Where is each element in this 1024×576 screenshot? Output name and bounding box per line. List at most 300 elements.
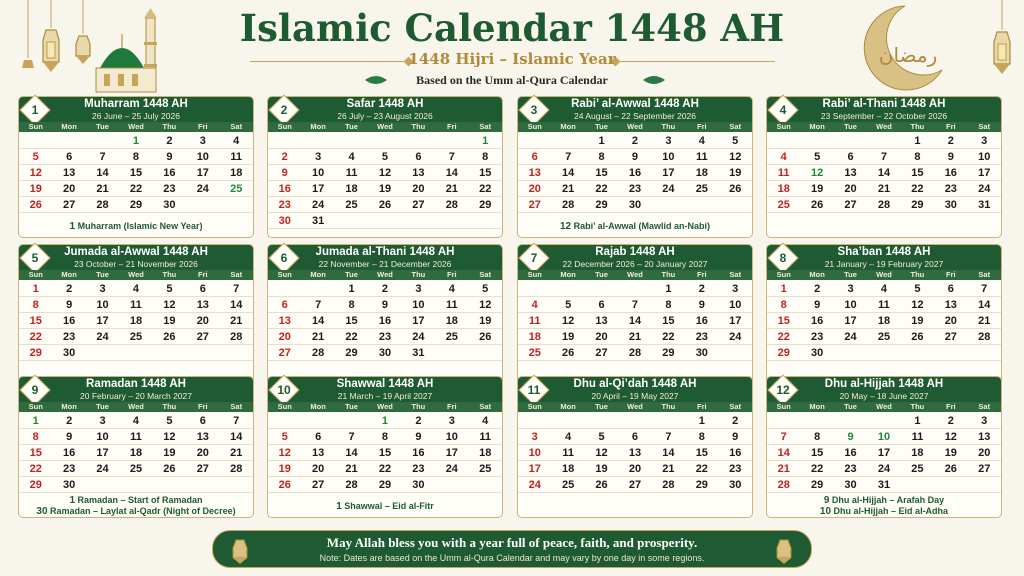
weekday-header [767,122,1001,132]
day-cell [402,213,435,228]
day-cell: 24 [412,331,425,343]
weekday-label: Sat [978,122,991,131]
day-cell: 30 [163,199,176,211]
day-cell: 21 [312,331,325,343]
day-cell: 17 [528,463,541,475]
day-cell: 5 [166,415,173,427]
day-cell: 26 [944,463,957,475]
day-cell: 28 [777,479,790,491]
day-cell: 16 [278,183,291,195]
day-cell: 3 [415,283,422,295]
day-cell [618,413,651,428]
day-cell: 7 [233,415,240,427]
week-row [268,429,502,445]
day-cell: 5 [598,431,605,443]
day-cell: 16 [811,315,824,327]
week-row [19,429,253,445]
day-cell: 25 [695,183,708,195]
day-cell: 28 [96,199,109,211]
day-cell: 12 [911,299,924,311]
day-cell: 22 [378,463,392,475]
day-cell: 15 [911,167,924,179]
month-card [517,376,753,518]
weekday-header [518,122,752,132]
weekday-label: Mon [809,122,825,131]
weekday-label: Thu [162,402,177,411]
day-cell: 29 [479,199,492,211]
day-cell: 22 [479,183,492,195]
day-cell: 20 [196,315,209,327]
day-cell: 24 [844,331,857,343]
day-cell [368,133,401,148]
day-cell: 21 [230,315,243,327]
day-cell: 11 [528,315,541,327]
day-cell: 26 [29,199,42,211]
day-cell: 16 [944,167,957,179]
day-cell: 16 [695,315,708,327]
day-cell: 24 [877,463,891,475]
day-cell: 9 [947,151,954,163]
month-header [268,97,502,122]
day-cell: 17 [412,315,425,327]
day-cell [186,477,219,492]
weekday-label: Tue [345,402,358,411]
day-cell: 28 [978,331,991,343]
weekday-label: Wed [627,270,643,279]
day-cell: 21 [96,183,109,195]
day-cell: 12 [163,431,176,443]
day-cell: 1 [381,415,389,427]
day-grid [767,281,1001,361]
weekday-label: Mon [61,122,77,131]
week-row [19,345,253,361]
month-card [267,244,503,386]
day-cell: 29 [29,347,42,359]
day-cell: 20 [528,183,541,195]
day-cell: 25 [129,331,143,343]
weekday-label: Mon [310,402,326,411]
day-cell: 24 [978,183,991,195]
month-header [268,377,502,402]
weekday-label: Wed [128,402,144,411]
day-cell: 7 [665,431,672,443]
holiday-notes [19,221,253,232]
day-cell [767,413,800,428]
holiday-notes [19,495,253,517]
month-range: 20 May – 18 June 2027 [839,391,929,401]
week-row [268,197,502,213]
month-name: Safar 1448 AH [346,98,424,110]
weekday-header [268,402,502,412]
week-row [19,329,253,345]
day-cell: 11 [777,167,790,179]
week-row [268,281,502,297]
day-cell [867,345,900,360]
day-cell: 20 [944,315,957,327]
day-cell: 8 [381,431,389,443]
day-cell: 9 [415,431,422,443]
holiday-day: 10 [819,506,832,517]
day-cell: 22 [695,463,708,475]
week-row [19,133,253,149]
day-cell: 27 [412,199,425,211]
day-cell: 10 [196,151,209,163]
day-cell: 14 [312,315,325,327]
day-cell: 30 [63,479,76,491]
day-cell: 28 [662,479,675,491]
day-cell: 2 [66,415,73,427]
day-cell: 31 [312,215,325,227]
day-cell: 26 [163,331,176,343]
ramadan-calligraphy: رمضان [878,43,938,67]
weekday-label: Sun [776,402,791,411]
month-number: 12 [776,383,790,397]
weekday-header [268,122,502,132]
week-row [767,313,1001,329]
day-cell: 25 [230,183,243,195]
day-cell: 29 [345,347,358,359]
holiday-text: Shawwal – Eid al-Fitr [341,501,434,511]
day-cell: 6 [66,151,73,163]
day-cell [618,281,651,296]
week-row [518,461,752,477]
day-cell: 4 [448,283,455,295]
month-name: Jumada al-Awwal 1448 AH [64,246,208,258]
day-cell: 4 [348,151,355,163]
day-cell: 19 [911,315,924,327]
day-cell: 25 [877,331,891,343]
day-cell: 7 [315,299,322,311]
weekday-label: Fri [697,402,707,411]
day-cell: 5 [914,283,921,295]
month-card [517,244,753,386]
day-cell: 10 [312,167,325,179]
day-cell: 13 [628,447,642,459]
day-cell [220,477,253,492]
weekday-header [19,402,253,412]
day-cell: 5 [32,151,39,163]
day-cell: 8 [598,151,605,163]
holiday-note [19,495,253,506]
day-cell: 1 [698,415,705,427]
month-range: 24 August – 22 September 2026 [574,111,696,121]
day-cell: 9 [732,431,739,443]
day-cell [469,345,502,360]
day-cell: 19 [163,447,176,459]
day-cell: 29 [695,479,708,491]
day-cell: 28 [230,331,243,343]
weekday-label: Sun [277,270,292,279]
day-cell [719,345,752,360]
month-header [767,97,1001,122]
day-cell: 22 [777,331,790,343]
weekday-label: Sun [28,122,43,131]
day-cell: 21 [230,447,243,459]
weekday-label: Mon [809,402,825,411]
day-cell: 3 [448,415,455,427]
crescent-moon-icon [850,4,950,92]
weekday-label: Wed [377,402,393,411]
day-cell: 23 [278,199,291,211]
week-row [767,297,1001,313]
week-row [19,197,253,213]
week-row [518,313,752,329]
weekday-label: Wed [627,122,643,131]
weekday-label: Tue [96,402,109,411]
day-cell: 4 [565,431,572,443]
day-cell: 16 [378,315,392,327]
day-cell: 23 [628,183,642,195]
day-cell: 17 [662,167,675,179]
day-cell: 7 [565,151,572,163]
day-cell [518,413,551,428]
day-cell: 26 [595,479,608,491]
day-cell [368,213,401,228]
day-cell: 15 [595,167,608,179]
day-cell: 11 [130,299,142,311]
day-cell [268,133,301,148]
day-cell: 3 [665,135,672,147]
day-cell: 19 [479,315,492,327]
month-card [766,376,1002,518]
day-cell: 29 [595,199,608,211]
day-cell [301,133,334,148]
day-cell: 16 [628,167,642,179]
weekday-label: Sun [527,122,542,131]
week-row [767,181,1001,197]
day-cell: 7 [631,299,639,311]
day-cell: 3 [981,135,988,147]
day-cell: 15 [378,447,392,459]
day-cell: 13 [844,167,857,179]
day-cell: 24 [445,463,458,475]
day-cell: 12 [479,299,492,311]
weekday-label: Wed [627,402,643,411]
day-cell: 6 [415,151,422,163]
day-cell: 15 [811,447,824,459]
day-cell: 18 [528,331,541,343]
day-cell: 14 [230,431,243,443]
day-cell: 25 [911,463,924,475]
day-cell: 15 [129,167,143,179]
day-cell: 9 [381,299,389,311]
day-cell: 19 [944,447,957,459]
weekday-label: Thu [910,270,925,279]
day-cell: 17 [96,315,109,327]
month-number: 4 [779,103,787,117]
day-cell: 2 [166,135,173,147]
day-cell: 27 [844,199,857,211]
day-cell: 31 [978,199,991,211]
day-cell: 31 [412,347,425,359]
day-cell: 3 [99,415,106,427]
day-grid [518,281,752,361]
day-cell: 3 [531,431,538,443]
day-cell: 12 [29,167,42,179]
week-row [268,329,502,345]
calendar-basis: Based on the Umm al-Qura Calendar [416,73,608,87]
lantern-icon [776,536,792,564]
month-header [518,245,752,270]
day-cell: 6 [281,299,288,311]
day-cell: 21 [628,331,642,343]
holiday-text: Ramadan – Start of Ramadan [75,495,203,505]
day-cell: 25 [479,463,492,475]
day-cell: 16 [844,447,857,459]
month-number: 2 [280,103,288,117]
day-cell: 27 [278,347,291,359]
day-cell: 2 [381,283,389,295]
day-cell: 26 [163,463,176,475]
month-name: Dhu al-Hijjah 1448 AH [824,378,944,390]
day-cell [767,133,800,148]
day-cell [585,413,618,428]
day-cell: 8 [914,151,921,163]
day-cell: 6 [199,283,206,295]
day-cell: 23 [729,463,742,475]
day-cell: 7 [448,151,455,163]
day-cell: 22 [129,183,143,195]
weekday-label: Fri [198,402,208,411]
day-cell: 2 [66,283,73,295]
holiday-text: Muharram (Islamic New Year) [75,221,203,231]
week-row [518,281,752,297]
day-cell: 29 [378,479,392,491]
day-cell: 20 [844,183,857,195]
day-cell: 1 [780,283,787,295]
day-cell: 26 [729,183,742,195]
weekday-label: Wed [128,122,144,131]
month-range: 26 July – 23 August 2026 [337,111,433,121]
day-cell: 14 [345,447,358,459]
day-cell: 7 [981,283,988,295]
day-cell: 6 [847,151,854,163]
day-cell: 30 [729,479,742,491]
month-number: 8 [779,251,787,265]
day-cell: 15 [777,315,790,327]
day-cell: 14 [777,447,790,459]
day-cell: 29 [777,347,790,359]
day-cell [685,197,718,212]
day-cell: 9 [814,299,821,311]
weekday-label: Sun [277,122,292,131]
weekday-label: Mon [809,270,825,279]
day-cell: 29 [662,347,675,359]
holiday-text: Ramadan – Laylat al-Qadr (Night of Decree) [47,506,236,516]
day-cell: 30 [278,215,291,227]
day-cell: 18 [445,315,458,327]
day-cell: 13 [978,431,991,443]
holiday-notes [518,221,752,232]
week-row [19,313,253,329]
weekday-label: Sat [978,270,991,279]
weekday-label: Mon [310,122,326,131]
day-cell [186,345,219,360]
month-range: 23 October – 21 November 2026 [74,259,198,269]
day-cell: 19 [595,463,608,475]
day-cell: 9 [631,151,639,163]
day-grid [767,413,1001,493]
month-header [767,377,1001,402]
weekday-label: Thu [661,122,676,131]
day-cell: 10 [877,431,891,443]
day-cell [435,477,468,492]
week-row [767,429,1001,445]
weekday-label: Sat [479,122,492,131]
day-cell: 21 [978,315,991,327]
month-card [267,376,503,518]
day-cell: 20 [196,447,209,459]
day-cell: 1 [598,135,605,147]
day-cell: 10 [445,431,458,443]
day-cell: 7 [99,151,106,163]
day-cell: 27 [595,347,608,359]
day-grid [19,413,253,493]
weekday-label: Tue [595,270,608,279]
day-cell: 2 [732,415,739,427]
day-cell: 11 [345,167,358,179]
day-cell: 19 [29,183,42,195]
weekday-label: Sat [729,270,742,279]
day-cell: 21 [562,183,575,195]
day-cell: 23 [412,463,425,475]
weekday-label: Thu [162,122,177,131]
day-cell [585,281,618,296]
day-cell: 7 [233,283,240,295]
holiday-notes [767,495,1001,517]
day-cell: 9 [66,299,73,311]
day-cell: 14 [877,167,891,179]
day-cell [469,213,502,228]
weekday-label: Thu [910,402,925,411]
day-cell: 11 [562,447,574,459]
day-cell: 5 [381,151,389,163]
weekday-label: Fri [946,270,956,279]
day-cell: 25 [129,463,143,475]
weekday-label: Thu [411,402,426,411]
weekday-label: Fri [447,270,457,279]
day-cell: 18 [479,447,492,459]
day-cell: 16 [729,447,742,459]
week-row [518,345,752,361]
day-cell [968,345,1001,360]
day-cell: 8 [32,431,39,443]
day-cell [402,133,435,148]
weekday-label: Mon [560,402,576,411]
day-cell: 18 [877,315,891,327]
holiday-day: 30 [36,506,48,517]
day-cell: 5 [166,283,173,295]
month-number: 5 [31,251,39,265]
month-number: 10 [277,383,291,397]
weekday-header [268,270,502,280]
day-cell: 5 [565,299,572,311]
day-cell: 13 [528,167,541,179]
day-cell: 8 [348,299,355,311]
day-cell: 18 [129,315,143,327]
day-cell: 11 [479,431,492,443]
day-cell: 15 [479,167,492,179]
day-cell: 4 [531,299,538,311]
day-cell: 17 [844,315,857,327]
week-row [767,165,1001,181]
day-cell: 27 [196,463,209,475]
day-cell: 14 [445,167,458,179]
month-number: 1 [31,103,39,117]
day-cell [186,197,219,212]
day-grid [518,413,752,493]
day-cell: 18 [230,167,243,179]
